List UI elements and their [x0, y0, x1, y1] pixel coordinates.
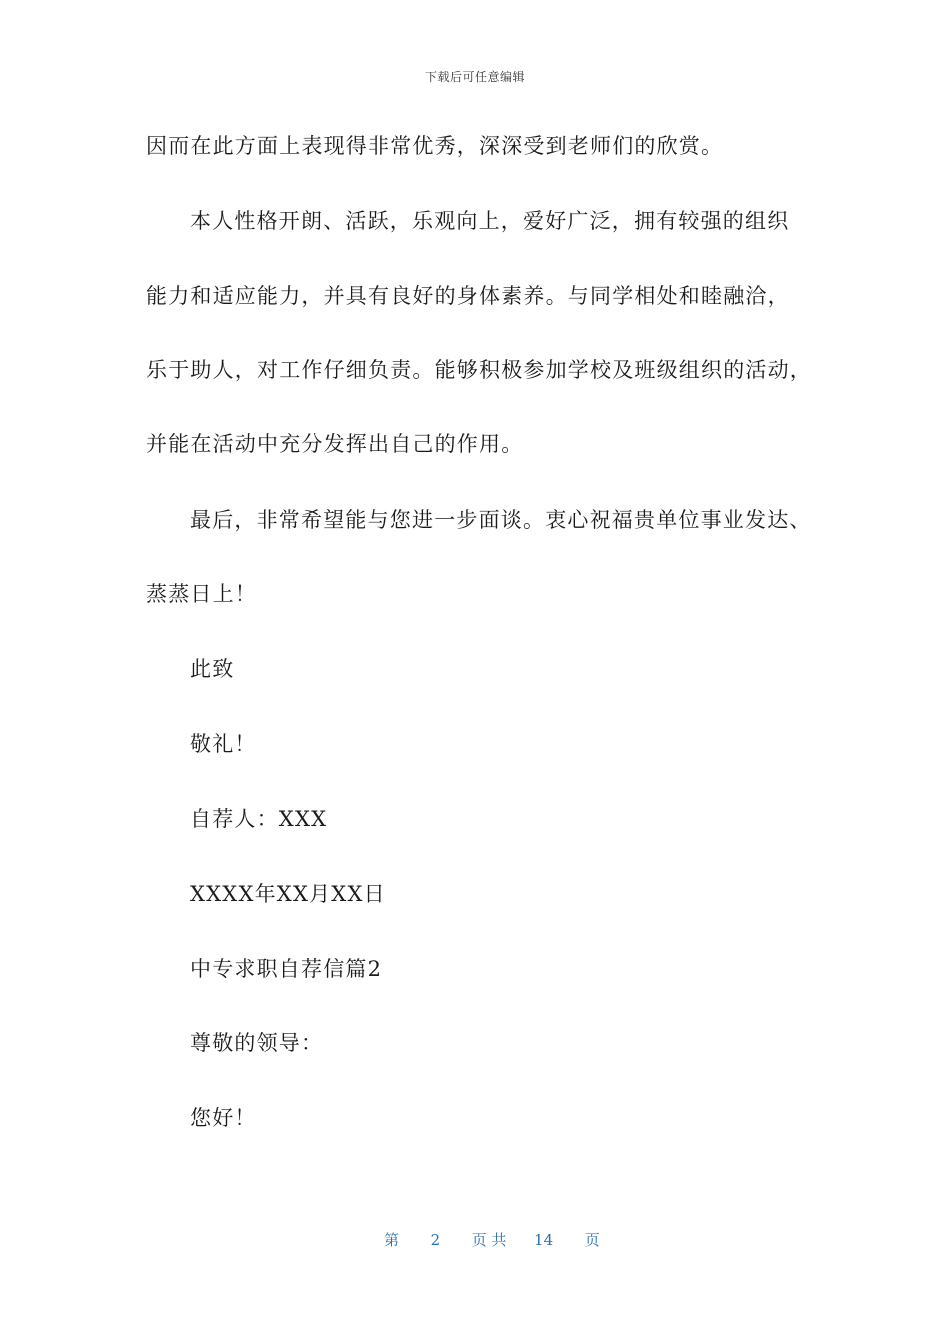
footer-prefix: 第 — [384, 1231, 400, 1249]
body-line-6: 最后，非常希望能与您进一步面谈。衷心祝福贵单位事业发达、 — [190, 508, 812, 532]
greeting-hello: 您好！ — [190, 1106, 257, 1130]
body-line-4: 乐于助人，对工作仔细负责。能够积极参加学校及班级组织的活动， — [146, 358, 812, 382]
signature-line: 自荐人：XXX — [190, 807, 328, 831]
body-line-7: 蒸蒸日上！ — [146, 582, 257, 606]
footer-total-pages: 14 — [534, 1231, 554, 1249]
page-footer — [384, 1229, 600, 1250]
body-line-3: 能力和适应能力，并具有良好的身体素养。与同学相处和睦融洽， — [146, 284, 790, 308]
body-line-2: 本人性格开朗、活跃，乐观向上，爱好广泛，拥有较强的组织 — [190, 209, 790, 233]
footer-mid: 页 共 — [471, 1231, 507, 1249]
greeting-addressee: 尊敬的领导： — [190, 1031, 324, 1055]
page-header-note: 下载后可任意编辑 — [424, 70, 525, 84]
footer-suffix: 页 — [584, 1231, 600, 1249]
closing-salutation: 此致 — [190, 657, 235, 681]
body-line-5: 并能在活动中充分发挥出自己的作用。 — [146, 432, 524, 456]
footer-page-number: 2 — [430, 1231, 441, 1249]
closing-regards: 敬礼！ — [190, 732, 257, 756]
body-line-1: 因而在此方面上表现得非常优秀，深深受到老师们的欣赏。 — [146, 134, 724, 158]
section-title: 中专求职自荐信篇2 — [190, 957, 383, 981]
date-line: XXXX年XX月XX日 — [190, 882, 386, 906]
